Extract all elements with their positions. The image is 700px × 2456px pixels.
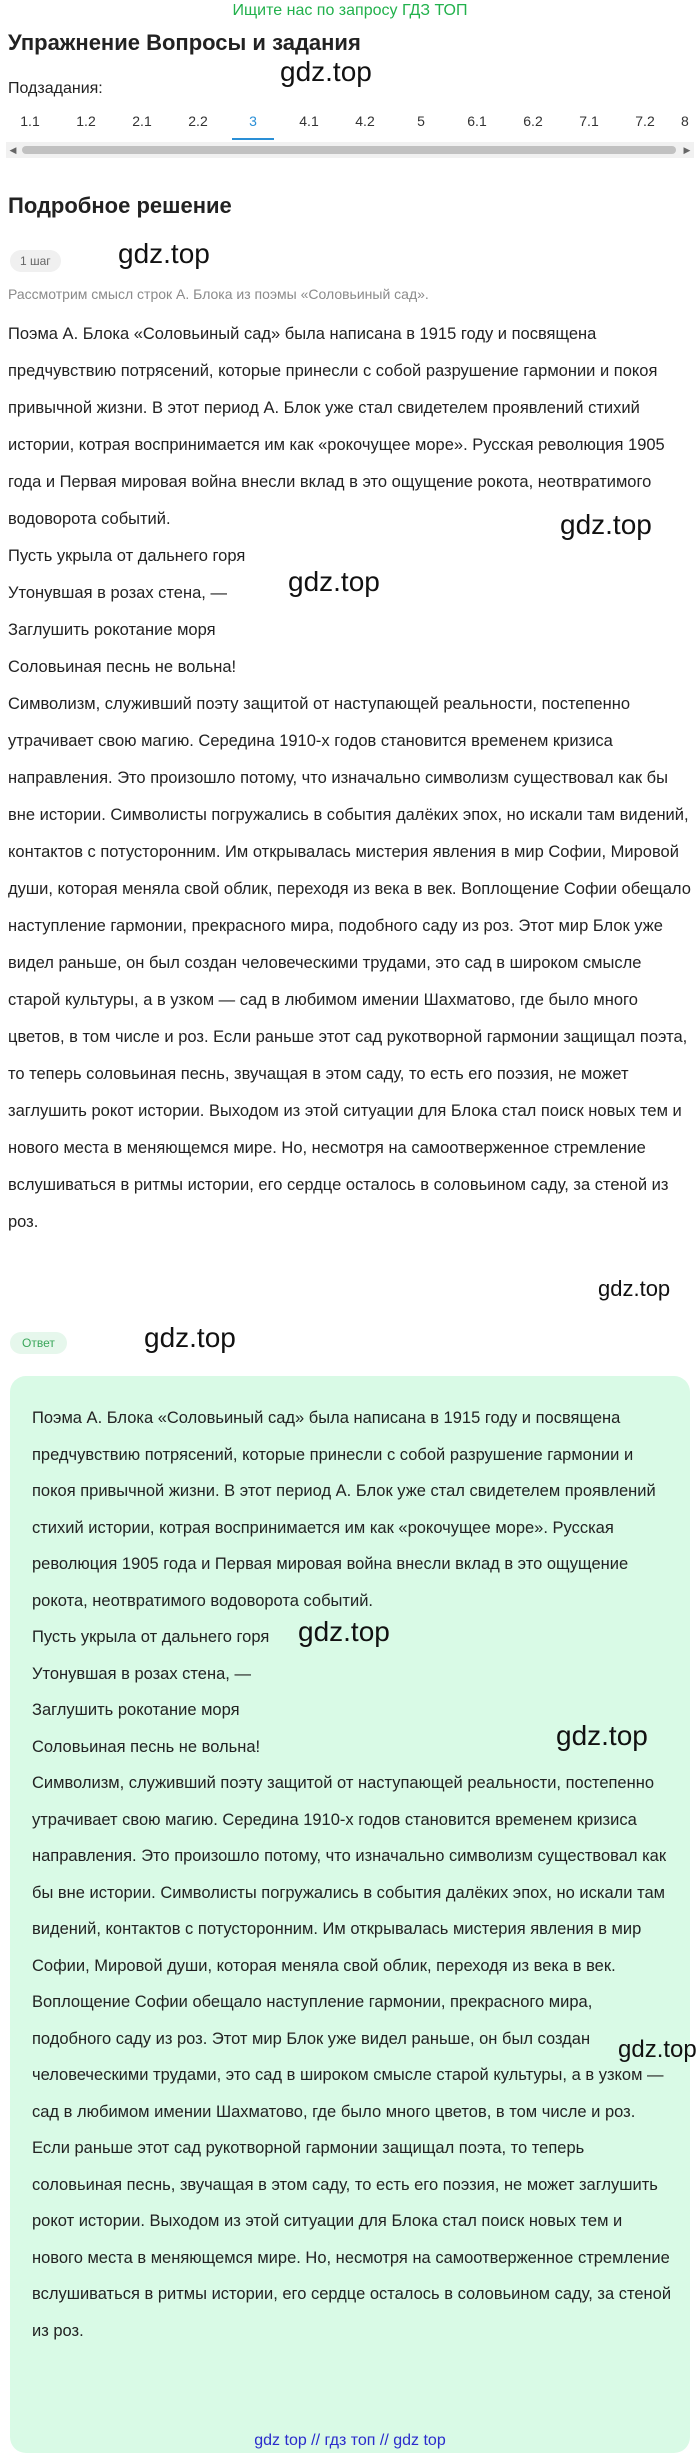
answer-paragraph: Символизм, служивший поэту защитой от наступающей реальности, постепенно утрачивает свою магию. Середина 1910-х годов становится временем кризиса направления. Это произошло потому, что изначально символизм существовал как бы вне истории. Символисты погружались в события далёких эпох, но искали там видений, контактов с потусторонним. Им открывалась мистерия явления в мир Софии, Мировой души, которая меняла свой облик, переходя из века в век. Воплощение Софии обещало наступление гармонии, прекрасного мира, подобного саду из роз. Этот мир Блок уже видел раньше, он был создан человеческими трудами, это сад в широком смысле старой культуры, а в узком — сад в любимом имении Шахматово, где было много цветов, в том числе и роз. Если раньше этот сад рукотворной гармонии защищал поэта, то теперь соловьиная песнь, звучащая в этом саду, то есть его поэзия, не может заглушить рокот истории. Выходом из этой ситуации для Блока стал поиск новых тем и нового места в меняющемся мире. Но, несмотря на самоотверженное стремление вслушиваться в ритмы истории, его сердце осталось в соловьином саду, за стеной из роз. [32,1774,672,2340]
poem-line: Заглушить рокотание моря [8,621,216,639]
watermark: gdz.top [280,56,372,87]
scroll-left-arrow-icon[interactable]: ◀ [9,145,17,155]
subtask-2-2[interactable]: 2.2 [188,113,208,129]
page-title: Упражнение Вопросы и задания [8,30,361,55]
watermark: gdz.top [288,566,380,597]
poem-line: Утонувшая в розах стена, — [32,1664,251,1683]
subtasks-nav [0,104,700,140]
subtask-6-2[interactable]: 6.2 [523,113,543,129]
watermark: gdz.top [598,1276,671,1301]
subtask-2-1[interactable]: 2.1 [132,113,152,129]
scrollbar-thumb[interactable] [22,146,676,154]
subtask-1-2[interactable]: 1.2 [76,113,96,129]
scroll-right-arrow-icon[interactable]: ▶ [683,145,691,155]
subtask-1-1[interactable]: 1.1 [20,113,40,129]
subtask-7-2[interactable]: 7.2 [635,113,655,129]
poem-line: Пусть укрыла от дальнего горя [32,1628,270,1646]
answer-paragraph: Поэма А. Блока «Соловьиный сад» была написана в 1915 году и посвящена предчувствию потрясений, которые принесли с собой разрушение гармонии и покоя привычной жизни. В этот период А. Блок уже стал свидетелем проявлений стихий истории, котрая воспринимается им как «рокочущее море». Русская революция 1905 года и Первая мировая война внесли вклад в это ощущение рокота, неотвратимого водоворота событий. [32,1409,656,1610]
solution-paragraph: Поэма А. Блока «Соловьиный сад» была написана в 1915 году и посвящена предчувствию потрясений, которые принесли с собой разрушение гармонии и покоя привычной жизни. В этот период А. Блок уже стал свидетелем проявлений стихий истории, котрая воспринимается им как «рокочущее море». Русская революция 1905 года и Первая мировая война внесли вклад в это ощущение рокота, неотвратимого водоворота событий. [8,325,665,528]
horizontal-scrollbar[interactable] [6,142,694,158]
subtask-4-2[interactable]: 4.2 [355,113,375,129]
answer-badge: Ответ [10,1332,67,1354]
subtask-7-1[interactable]: 7.1 [579,113,599,129]
poem-line: Заглушить рокотание моря [32,1701,240,1719]
subtask-4-1[interactable]: 4.1 [299,113,319,129]
footer-links[interactable]: gdz top // гдз топ // gdz top [254,2432,446,2449]
poem-line: Пусть укрыла от дальнего горя [8,547,246,565]
watermark: gdz.top [560,509,652,540]
step-badge: 1 шаг [10,250,61,272]
solution-paragraph: Символизм, служивший поэту защитой от наступающей реальности, постепенно утрачивает свою магию. Середина 1910-х годов становится временем кризиса направления. Это произошло потому, что изначально символизм существовал как бы вне истории. Символисты погружались в события далёких эпох, но искали там видений, контактов с потусторонним. Им открывалась мистерия явления в мир Софии, Мировой души, которая меняла свой облик, переходя из века в век. Воплощение Софии обещало наступление гармонии, прекрасного мира, подобного саду из роз. Этот мир Блок уже видел раньше, он был создан человеческими трудами, это сад в широком смысле старой культуры, а в узком — сад в любимом имении Шахматово, где было много цветов, в том числе и роз. Если раньше этот сад рукотворной гармонии защищал поэта, то теперь соловьиная песнь, звучащая в этом саду, то есть его поэзия, не может заглушить рокот истории. Выходом из этой ситуации для Блока стал поиск новых тем и нового места в меняющемся мире. Но, несмотря на самоотверженное стремление вслушиваться в ритмы истории, его сердце осталось в соловьином саду, за стеной из роз. [8,695,691,1231]
subtask-8[interactable]: 8 [681,113,689,129]
watermark: gdz.top [118,238,210,269]
solution-hint: Рассмотрим смысл строк А. Блока из поэмы «Соловьиный сад». [8,286,429,302]
poem-line: Соловьиная песнь не вольна! [8,658,237,676]
subtasks-label: Подзадания: [8,80,103,97]
active-subtask-indicator [232,138,274,140]
search-banner: Ищите нас по запросу ГДЗ ТОП [232,2,468,19]
subtask-6-1[interactable]: 6.1 [467,113,487,129]
watermark: gdz.top [144,1322,236,1353]
subtask-5[interactable]: 5 [417,113,425,129]
watermark: gdz.top [618,2036,697,2063]
poem-line: Соловьиная песнь не вольна! [32,1737,261,1756]
answer-box [10,1376,690,2453]
watermark: gdz.top [298,1616,390,1647]
solution-text [8,316,692,1241]
answer-text [32,1400,672,2349]
subtask-3-active[interactable]: 3 [249,113,257,129]
section-title: Подробное решение [8,193,232,218]
poem-line: Утонувшая в розах стена, — [8,584,227,602]
watermark: gdz.top [556,1720,648,1751]
